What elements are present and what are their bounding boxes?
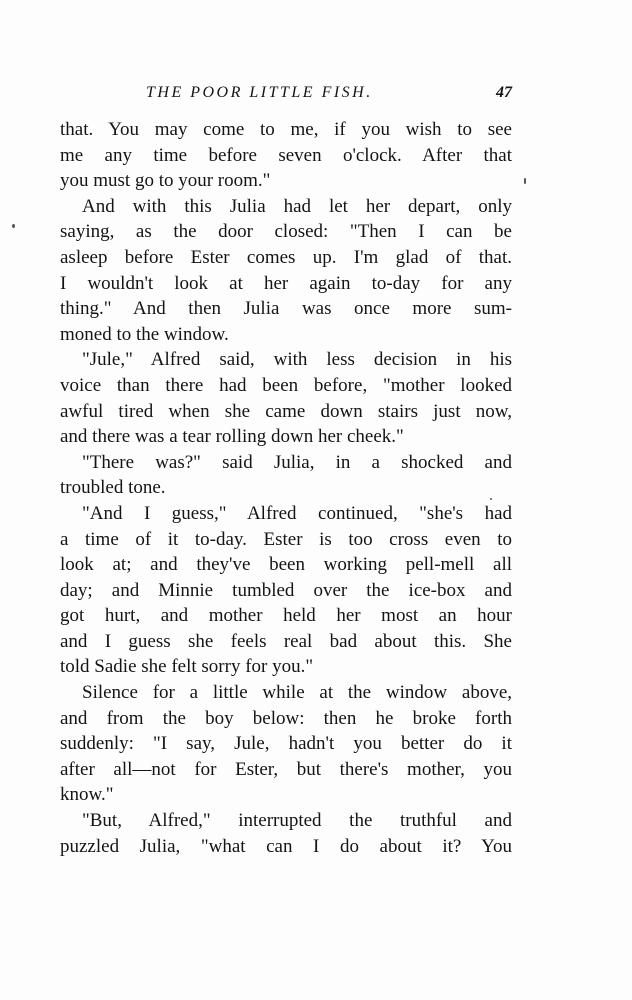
text-line: troubled tone. bbox=[60, 477, 166, 499]
text-line: "There was?" said Julia, in a shocked and bbox=[82, 451, 512, 473]
running-title: THE POOR LITTLE FISH. bbox=[146, 84, 373, 101]
text-line: thing." And then Julia was once more sum- bbox=[60, 298, 512, 320]
text-line: got hurt, and mother held her most an hour bbox=[60, 605, 512, 627]
running-head bbox=[60, 84, 512, 106]
text-line: suddenly: "I say, Jule, hadn't you better do it bbox=[60, 733, 512, 755]
text-line: look at; and they've been working pell-mell all bbox=[60, 554, 512, 576]
text-line: moned to the window. bbox=[60, 323, 229, 345]
text-line: I wouldn't look at her again to-day for any bbox=[60, 272, 512, 294]
scan-speck bbox=[12, 224, 15, 228]
text-line: a time of it to-day. Ester is too cross even to bbox=[60, 528, 512, 550]
text-line: puzzled Julia, "what can I do about it? You bbox=[60, 835, 512, 857]
text-line: And with this Julia had let her depart, only bbox=[82, 195, 512, 217]
text-line: told Sadie she felt sorry for you." bbox=[60, 656, 314, 678]
text-line: and from the boy below: then he broke forth bbox=[60, 707, 512, 729]
text-line: know." bbox=[60, 784, 114, 806]
text-line: you must go to your room." bbox=[60, 170, 271, 192]
text-line: and there was a tear rolling down her cheek." bbox=[60, 426, 404, 448]
body-text bbox=[60, 117, 512, 859]
text-line: after all—not for Ester, but there's mother, you bbox=[60, 758, 512, 780]
text-line: "But, Alfred," interrupted the truthful and bbox=[82, 810, 512, 832]
text-line: awful tired when she came down stairs just now, bbox=[60, 400, 512, 422]
text-line: and I guess she feels real bad about this. She bbox=[60, 630, 512, 652]
scan-speck bbox=[490, 498, 492, 500]
text-line: asleep before Ester comes up. I'm glad of that. bbox=[60, 246, 512, 268]
text-line: "And I guess," Alfred continued, "she's had bbox=[82, 502, 512, 524]
text-line: Silence for a little while at the window above, bbox=[82, 682, 512, 704]
text-line: me any time before seven o'clock. After that bbox=[60, 144, 512, 166]
text-line: day; and Minnie tumbled over the ice-box and bbox=[60, 579, 512, 601]
text-line: "Jule," Alfred said, with less decision in his bbox=[82, 349, 512, 371]
text-line: saying, as the door closed: "Then I can be bbox=[60, 221, 512, 243]
scan-speck bbox=[524, 178, 526, 184]
page-number: 47 bbox=[496, 84, 512, 101]
text-line: voice than there had been before, "mother looked bbox=[60, 374, 512, 396]
text-line: that. You may come to me, if you wish to see bbox=[60, 119, 512, 140]
